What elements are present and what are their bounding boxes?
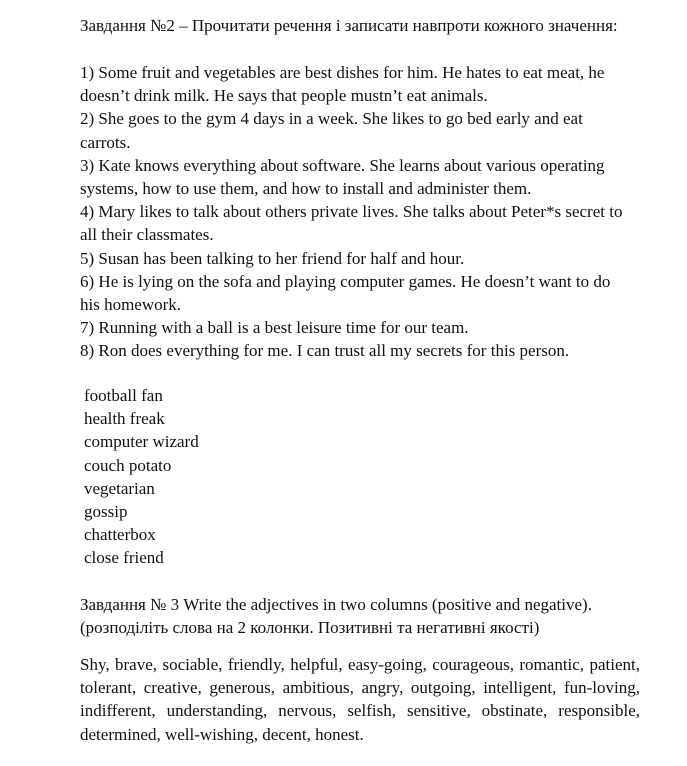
word-item: computer wizard [84, 432, 199, 452]
sentence-line: systems, how to use them, and how to install and administer them. [80, 179, 532, 199]
word-item: chatterbox [84, 525, 156, 545]
sentence-line: doesn’t drink milk. He says that people mustn’t eat animals. [80, 86, 488, 106]
sentence-line: 3) Kate knows everything about software. She learns about various operating [80, 155, 605, 175]
task3-heading: Завдання № 3 Write the adjectives in two columns (positive and negative). [80, 595, 592, 614]
sentence-line: 8) Ron does everything for me. I can trust all my secrets for this person. [80, 341, 570, 361]
task3-subheading: (розподіліть слова на 2 колонки. Позитивні та негативні якості) [80, 618, 540, 638]
sentence-line: carrots. [80, 132, 131, 152]
task3-title [80, 593, 640, 639]
task2-sentences [80, 61, 640, 363]
word-item: gossip [84, 502, 128, 522]
word-item: vegetarian [84, 478, 155, 498]
sentence-line: 4) Mary likes to talk about others private lives. She talks about Peter*s secret to [80, 202, 623, 222]
adjective-line: tolerant, creative, generous, ambitious, angry, outgoing, intelligent, fun-loving, [80, 678, 640, 698]
word-item: close friend [84, 548, 164, 568]
sentence-line: 1) Some fruit and vegetables are best dishes for him. He hates to eat meat, he [80, 63, 605, 82]
sentence-line: 5) Susan has been talking to her friend for half and hour. [80, 248, 465, 268]
sentence-line: 6) He is lying on the sofa and playing computer games. He doesn’t want to do [80, 271, 611, 291]
sentence-line: 7) Running with a ball is a best leisure time for our team. [80, 318, 469, 338]
sentence-line: 2) She goes to the gym 4 days in a week. She likes to go bed early and eat [80, 109, 583, 129]
task3-adjectives [80, 653, 640, 746]
word-item: health freak [84, 409, 165, 429]
sentence-line: his homework. [80, 295, 182, 315]
word-item: football fan [84, 386, 163, 405]
task2-word-list [84, 384, 644, 570]
adjective-line: indifferent, understanding, nervous, selfish, sensitive, obstinate, responsible, [80, 701, 640, 721]
word-item: couch potato [84, 455, 172, 475]
task2-heading: Завдання №2 – Прочитати речення і записати навпроти кожного значення: [80, 16, 618, 35]
sentence-line: all their classmates. [80, 225, 214, 245]
task2-title [80, 14, 640, 37]
adjective-line: Shy, brave, sociable, friendly, helpful, easy-going, courageous, romantic, patient, [80, 655, 640, 674]
adjective-line: determined, well-wishing, decent, honest. [80, 724, 364, 744]
